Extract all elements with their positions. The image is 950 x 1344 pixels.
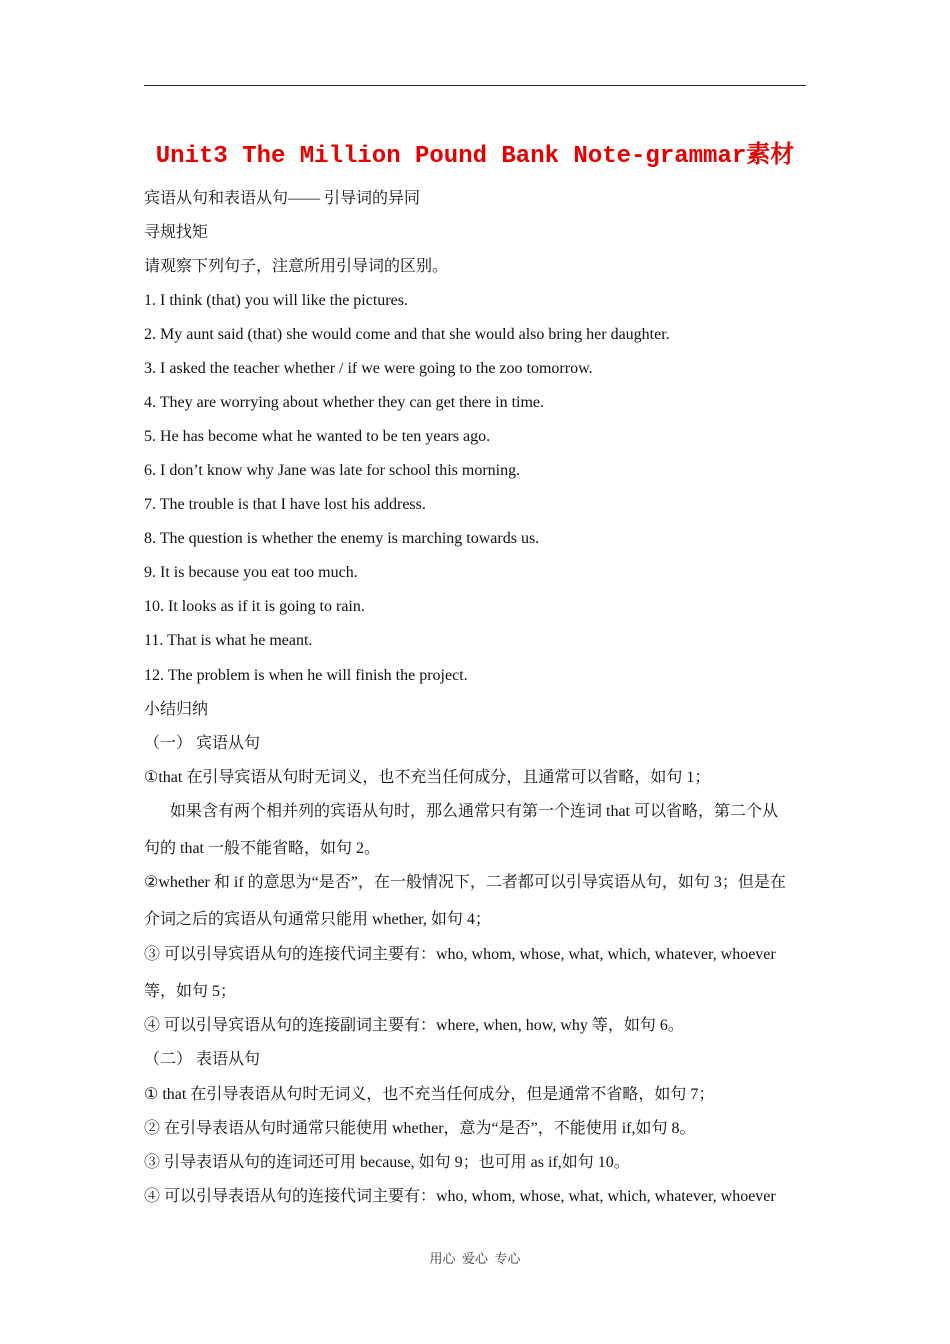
example-sentence: 7. The trouble is that I have lost his address. (144, 496, 426, 513)
example-sentence: 12. The problem is when he will finish the project. (144, 667, 468, 684)
rule-text: ④ 可以引导宾语从句的连接副词主要有：where, when, how, why 等，如句 6。 (144, 1017, 684, 1034)
rule-text: ③ 引导表语从句的连词还可用 because, 如句 9；也可用 as if,如句 10。 (144, 1154, 630, 1171)
example-sentence: 5. He has become what he wanted to be ten years ago. (144, 428, 491, 445)
header-rule (144, 85, 806, 86)
page-footer: 用心 爱心 专心 (429, 1251, 521, 1266)
subsection-heading: （一） 宾语从句 (144, 735, 261, 752)
example-sentence: 6. I don’t know why Jane was late for school this morning. (144, 462, 521, 479)
rule-text: 介词之后的宾语从句通常只能用 whether, 如句 4； (144, 911, 491, 928)
example-sentence: 2. My aunt said (that) she would come and that she would also bring her daughter. (144, 326, 670, 343)
rule-text: 等，如句 5； (144, 983, 237, 1000)
example-sentence: 10. It looks as if it is going to rain. (144, 598, 365, 615)
section-heading: 寻规找矩 (144, 224, 209, 241)
rule-text: ② 在引导表语从句时通常只能使用 whether，意为“是否”，不能使用 if,如句 8。 (144, 1120, 696, 1137)
example-sentence: 4. They are worrying about whether they can get there in time. (144, 394, 545, 411)
rule-text: ③ 可以引导宾语从句的连接代词主要有：who, whom, whose, what, which, whatever, whoever (144, 946, 776, 963)
rule-text: 句的 that 一般不能省略，如句 2。 (144, 840, 380, 857)
rule-text: 如果含有两个相并列的宾语从句时，那么通常只有第一个连词 that 可以省略，第二个从 (170, 803, 778, 820)
example-sentence: 11. That is what he meant. (144, 632, 313, 649)
example-sentence: 8. The question is whether the enemy is marching towards us. (144, 530, 540, 547)
example-sentence: 3. I asked the teacher whether / if we were going to the zoo tomorrow. (144, 360, 593, 377)
rule-text: ①that 在引导宾语从句时无词义，也不充当任何成分，且通常可以省略，如句 1； (144, 769, 711, 786)
example-sentence: 1. I think (that) you will like the pictures. (144, 292, 408, 309)
rule-text: ① that 在引导表语从句时无词义，也不充当任何成分，但是通常不省略，如句 7； (144, 1086, 715, 1103)
section-heading: 宾语从句和表语从句—— 引导词的异同 (144, 190, 421, 207)
page-title: Unit3 The Million Pound Bank Note-grammar素材 (155, 143, 795, 170)
section-heading: 小结归纳 (144, 701, 209, 718)
example-sentence: 9. It is because you eat too much. (144, 564, 358, 581)
instruction-line: 请观察下列句子，注意所用引导词的区别。 (144, 258, 449, 275)
rule-text: ④ 可以引导表语从句的连接代词主要有：who, whom, whose, what, which, whatever, whoever (144, 1188, 776, 1205)
subsection-heading: （二） 表语从句 (144, 1051, 261, 1068)
rule-text: ②whether 和 if 的意思为“是否”，在一般情况下，二者都可以引导宾语从句，如句 3；但是在 (144, 874, 786, 891)
